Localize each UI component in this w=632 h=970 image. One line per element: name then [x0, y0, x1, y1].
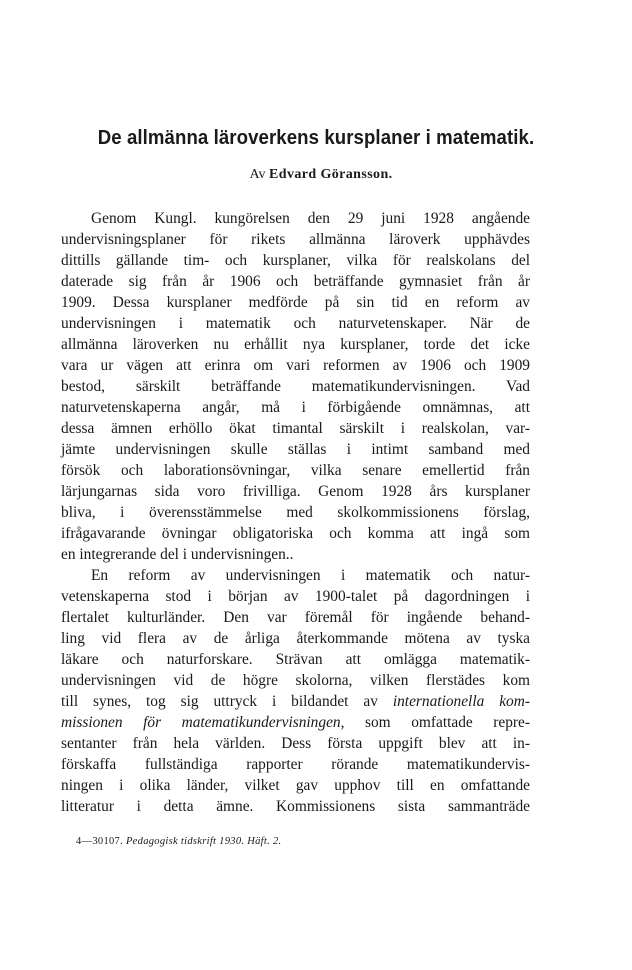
page-footer: [76, 836, 281, 847]
body-line: [61, 712, 530, 733]
italic-phrase: internationella kom-: [392, 693, 530, 710]
body-line: försök och laborationsövningar, vilka senare emellertid från: [61, 462, 530, 479]
body-line: [61, 691, 530, 712]
body-line: naturvetenskaperna angår, må i förbigående omnämnas, att: [61, 399, 530, 416]
body-line: bliva, i överensstämmelse med skolkommissionens förslag,: [61, 504, 530, 521]
body-line-text: till synes, tog sig uttryck i bildandet av: [61, 693, 378, 710]
body-line: läkare och naturforskare. Strävan att omlägga matematik-: [61, 651, 530, 668]
body-line: allmänna läroverken nu erhållit nya kursplaner, torde det icke: [61, 336, 530, 353]
body-line: dessa ämnen erhöllo ökat timantal särskilt i realskolan, var-: [61, 420, 530, 437]
body-line: dittills gällande tim- och kursplaner, vilka för realskolans del: [61, 252, 530, 269]
body-line: vetenskaperna stod i början av 1900-talet på dagordningen i: [61, 588, 530, 605]
body-line: ling vid flera av de årliga återkommande mötena av tyska: [61, 630, 530, 647]
body-line-text: som omfattade repre-: [365, 714, 530, 731]
italic-phrase: missionen för matematikundervisningen,: [61, 714, 345, 731]
body-line: ifrågavarande övningar obligatoriska och komma att ingå som: [61, 525, 530, 542]
body-line: undervisningsplaner för rikets allmänna läroverk upphävdes: [61, 231, 530, 248]
article-byline: [0, 167, 632, 183]
body-line: undervisningen i matematik och naturvetenskaper. När de: [61, 315, 530, 332]
body-line: en integrerande del i undervisningen..: [61, 546, 294, 563]
body-line: förskaffa fullständiga rapporter rörande matematikundervis-: [61, 756, 530, 773]
footer-code: 4—30107.: [76, 836, 124, 847]
body-line: litteratur i detta ämne. Kommissionens sista sammanträde: [61, 798, 530, 815]
byline-prefix: Av: [249, 167, 266, 182]
body-line: bestod, särskilt beträffande matematikundervisningen. Vad: [61, 378, 530, 395]
body-line: Genom Kungl. kungörelsen den 29 juni 1928 angående: [91, 210, 530, 227]
article-body: [61, 208, 530, 817]
body-line: En reform av undervisningen i matematik och natur-: [91, 567, 530, 584]
footer-journal: Pedagogisk tidskrift 1930. Häft. 2.: [125, 836, 282, 847]
body-line: 1909. Dessa kursplaner medförde på sin tid en reform av: [61, 294, 530, 311]
body-line: sentanter från hela världen. Dess första uppgift blev att in-: [61, 735, 530, 752]
body-line: lärjungarnas sida voro frivilliga. Genom 1928 års kursplaner: [61, 483, 530, 500]
body-line: jämte undervisningen skulle ställas i intimt samband med: [61, 441, 530, 458]
body-line: vara ur vägen att erinra om vari reformen av 1906 och 1909: [61, 357, 530, 374]
body-line: daterade sig från år 1906 och beträffande gymnasiet från år: [61, 273, 530, 290]
body-line: ningen i olika länder, vilket gav upphov till en omfattande: [61, 777, 530, 794]
author-name: Edvard Göransson.: [269, 167, 393, 182]
article-title: De allmänna läroverkens kursplaner i matematik.: [97, 127, 535, 149]
body-line: flertalet kulturländer. Den var föremål för ingående behand-: [61, 609, 530, 626]
body-line: undervisningen vid de högre skolorna, vilken flerstädes kom: [61, 672, 530, 689]
